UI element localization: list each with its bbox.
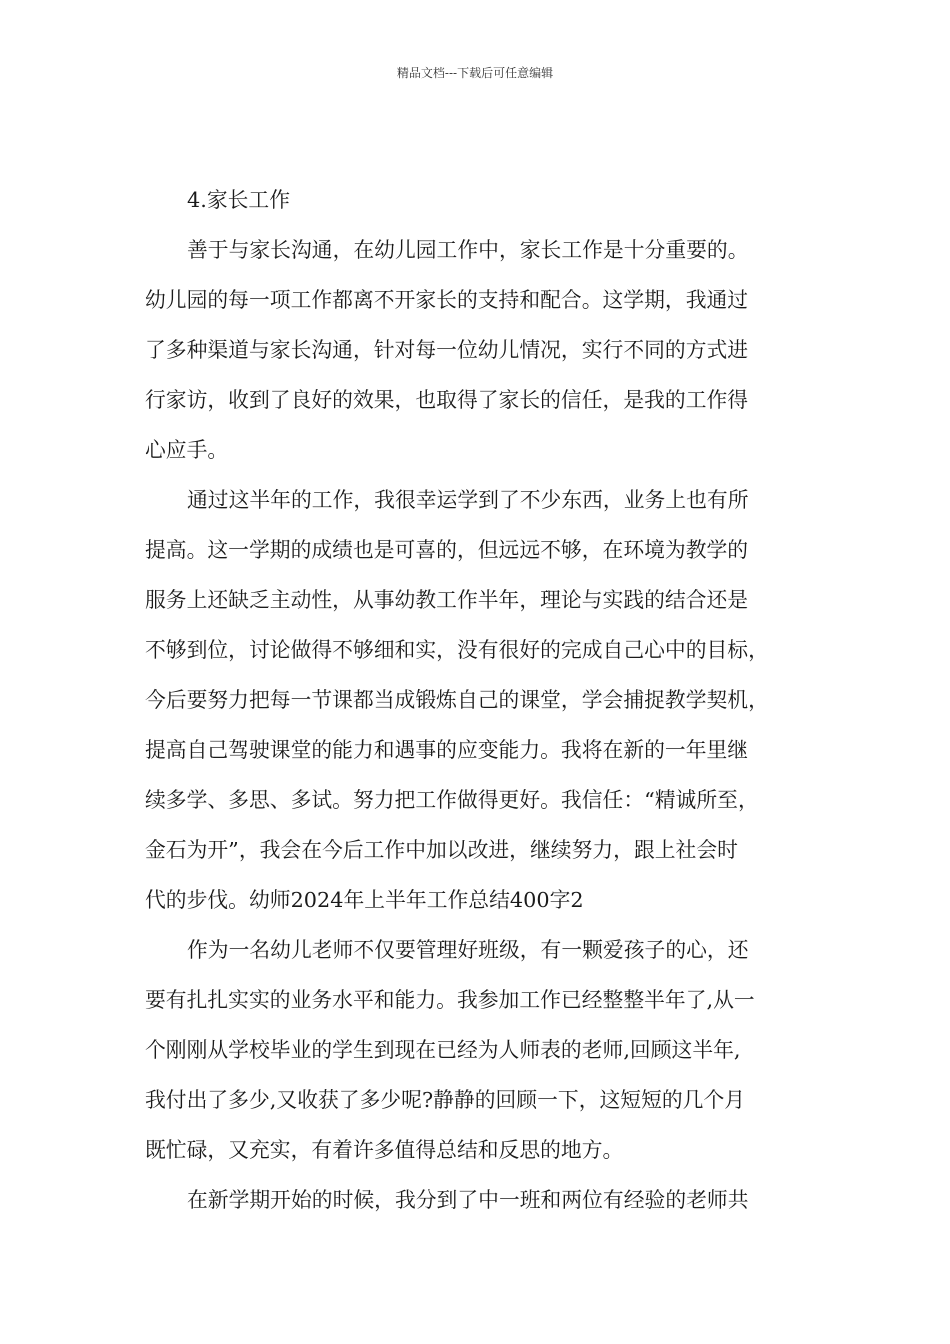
- document-body: [145, 175, 813, 1225]
- paragraph-line: 通过这半年的工作，我很幸运学到了不少东西，业务上也有所: [187, 488, 749, 512]
- paragraph-line: 个刚刚从学校毕业的学生到现在已经为人师表的老师,回顾这半年,: [145, 1038, 741, 1062]
- paragraph-line: 我付出了多少,又收获了多少呢?静静的回顾一下，这短短的几个月: [145, 1088, 746, 1112]
- paragraph-line: 幼儿园的每一项工作都离不开家长的支持和配合。这学期，我通过: [145, 288, 749, 312]
- paragraph-line: 提高自己驾驶课堂的能力和遇事的应变能力。我将在新的一年里继: [145, 738, 749, 762]
- paragraph-line: 续多学、多思、多试。努力把工作做得更好。我信任：“精诚所至，: [145, 788, 759, 812]
- paragraph-line: 作为一名幼儿老师不仅要管理好班级，有一颗爱孩子的心，还: [187, 938, 749, 962]
- paragraph-line: 了多种渠道与家长沟通，针对每一位幼儿情况，实行不同的方式进: [145, 338, 749, 362]
- paragraph-line: 服务上还缺乏主动性，从事幼教工作半年，理论与实践的结合还是: [145, 588, 749, 612]
- paragraph-line: 既忙碌，又充实，有着许多值得总结和反思的地方。: [145, 1138, 624, 1162]
- section-heading: 4.家长工作: [187, 188, 291, 212]
- paragraph-line: 心应手。: [145, 438, 229, 462]
- paragraph-line: 善于与家长沟通，在幼儿园工作中，家长工作是十分重要的。: [187, 238, 749, 262]
- page-header: 精品文档---下载后可任意编辑: [396, 66, 554, 80]
- paragraph-line: 行家访，收到了良好的效果，也取得了家长的信任，是我的工作得: [145, 388, 749, 412]
- paragraph-line: 金石为开”，我会在今后工作中加以改进，继续努力，跟上社会时: [145, 838, 738, 862]
- paragraph-line: 今后要努力把每一节课都当成锻炼自己的课堂，学会捕捉教学契机，: [145, 688, 769, 712]
- paragraph-line: 不够到位，讨论做得不够细和实，没有很好的完成自己心中的目标，: [145, 638, 769, 662]
- paragraph-line: 提高。这一学期的成绩也是可喜的，但远远不够，在环境为教学的: [145, 538, 749, 562]
- paragraph-line: 代的步伐。幼师2024年上半年工作总结400字2: [145, 888, 584, 912]
- paragraph-line: 在新学期开始的时候，我分到了中一班和两位有经验的老师共: [187, 1188, 749, 1212]
- paragraph-line: 要有扎扎实实的业务水平和能力。我参加工作已经整整半年了,从一: [145, 988, 755, 1012]
